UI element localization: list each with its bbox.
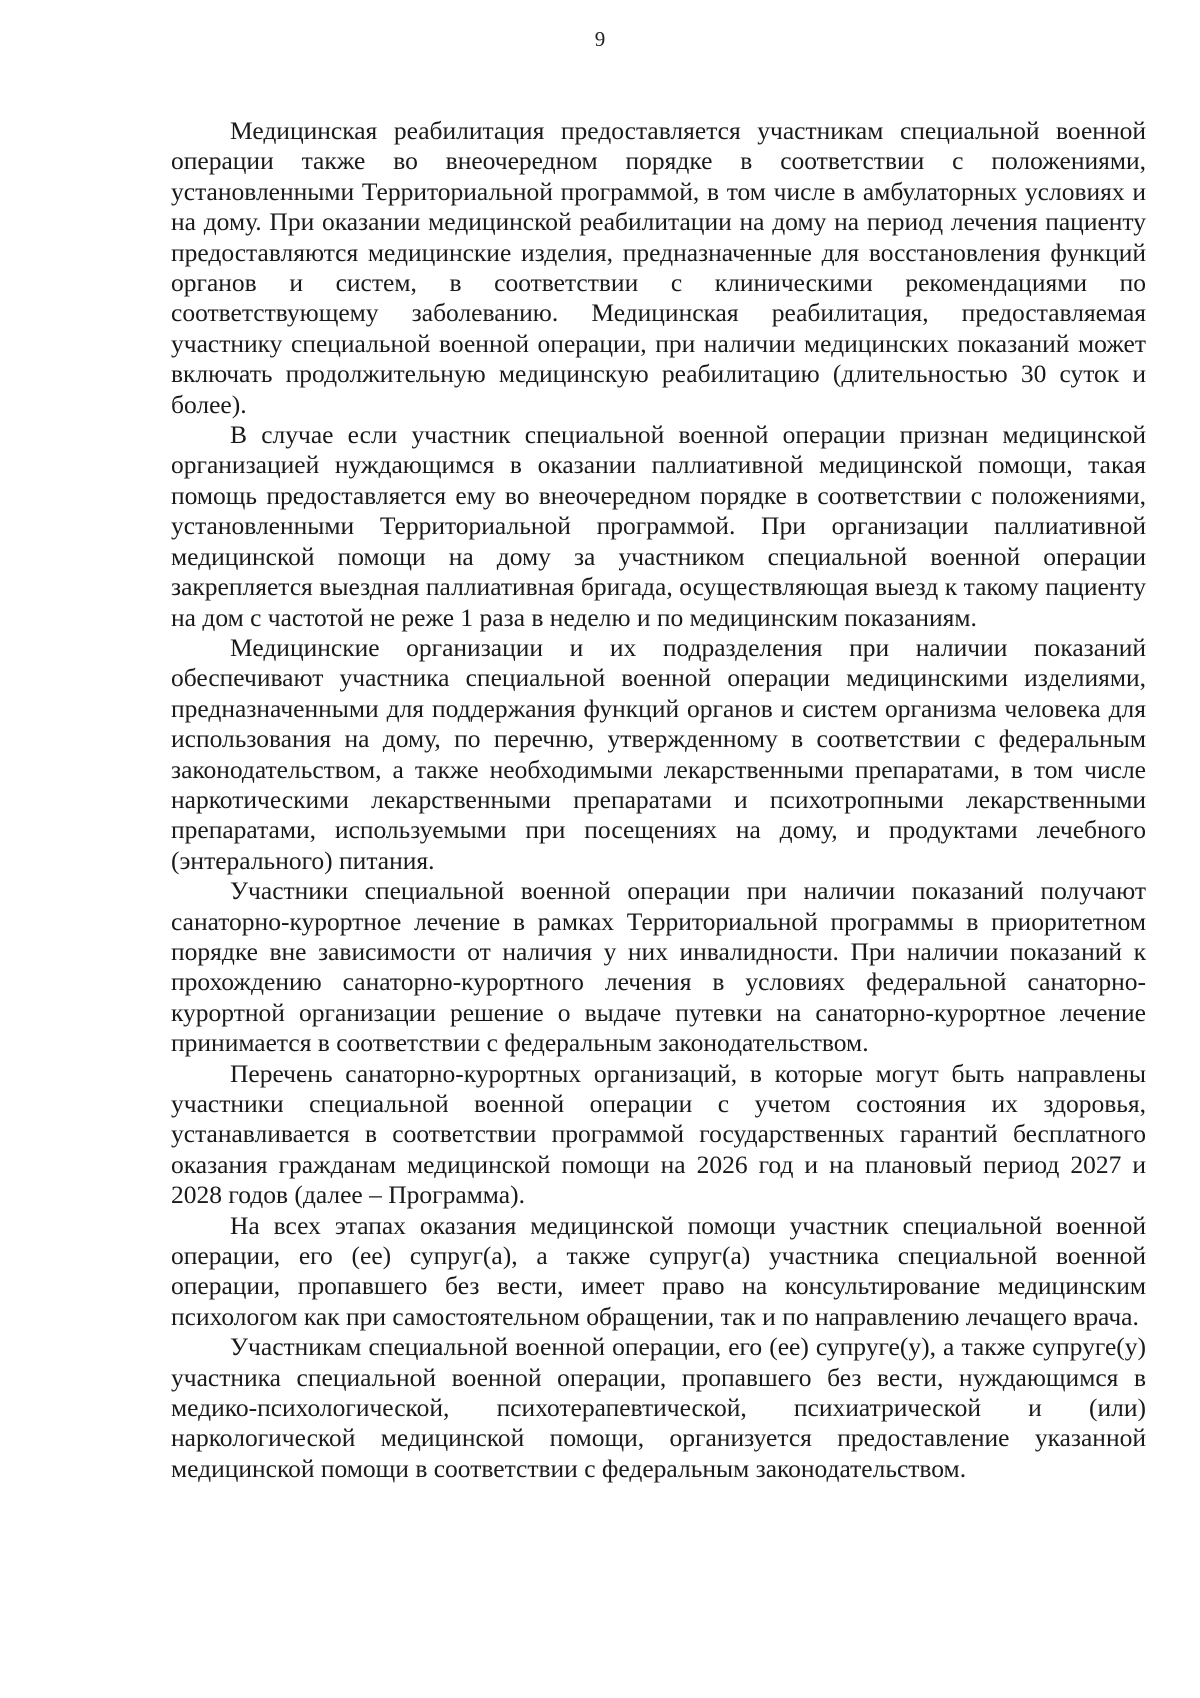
paragraph: Медицинская реабилитация предоставляется участникам специальной военной операции также во внеочередном порядке в соответствии с положениями, установленными Территориальной программой, в том числе в амбулаторных условиях и на дому. При оказании медицинской реабилитации на дому на период лечения пациенту предоставляются медицинские изделия, предназначенные для восстановления функций органов и систем, в соответствии с клиническими рекомендациями по соответствующему заболеванию. Медицинская реабилитация, предоставляемая участнику специальной военной операции, при наличии медицинских показаний может включать продолжительную медицинскую реабилитацию (длительностью 30 суток и более). [171, 116, 1146, 419]
paragraph: Участникам специальной военной операции, его (ее) супруге(у), а также супруге(у) участника специальной военной операции, пропавшего без вести, нуждающимся в медико-психологической, психотерапевтической, психиатрической и (или) наркологической медицинской помощи, организуется предоставление указанной медицинской помощи в соответствии с федеральным законодательством. [171, 1332, 1146, 1483]
paragraph: Перечень санаторно-курортных организаций, в которые могут быть направлены участники специальной военной операции с учетом состояния их здоровья, устанавливается в соответствии программой государственных гарантий бесплатного оказания гражданам медицинской помощи на 2026 год и на плановый период 2027 и 2028 годов (далее – Программа). [171, 1058, 1146, 1210]
page-number: 9 [594, 27, 606, 51]
paragraph: В случае если участник специальной военной операции признан медицинской организацией нуждающимся в оказании паллиативной медицинской помощи, такая помощь предоставляется ему во внеочередном порядке в соответствии с положениями, установленными Территориальной программой. При организации паллиативной медицинской помощи на дому за участником специальной военной операции закрепляется выездная паллиативная бригада, осуществляющая выезд к такому пациенту на дом с частотой не реже 1 раза в неделю и по медицинским показаниям. [171, 420, 1146, 632]
paragraph: На всех этапах оказания медицинской помощи участник специальной военной операции, его (ее) супруг(а), а также супруг(а) участника специальной военной операции, пропавшего без вести, имеет право на консультирование медицинским психологом как при самостоятельном обращении, так и по направлению лечащего врача. [171, 1210, 1146, 1331]
paragraph: Медицинские организации и их подразделения при наличии показаний обеспечивают участника специальной военной операции медицинскими изделиями, предназначенными для поддержания функций органов и систем организма человека для использования на дому, по перечню, утвержденному в соответствии с федеральным законодательством, а также необходимыми лекарственными препаратами, в том числе наркотическими лекарственными препаратами и психотропными лекарственными препаратами, используемыми при посещениях на дому, и продуктами лечебного (энтерального) питания. [171, 632, 1146, 875]
document-body [171, 116, 1146, 1484]
paragraph: Участники специальной военной операции при наличии показаний получают санаторно-курортное лечение в рамках Территориальной программы в приоритетном порядке вне зависимости от наличия у них инвалидности. При наличии показаний к прохождению санаторно-курортного лечения в условиях федеральной санаторно-курортной организации решение о выдаче путевки на санаторно-курортное лечение принимается в соответствии с федеральным законодательством. [171, 876, 1146, 1058]
